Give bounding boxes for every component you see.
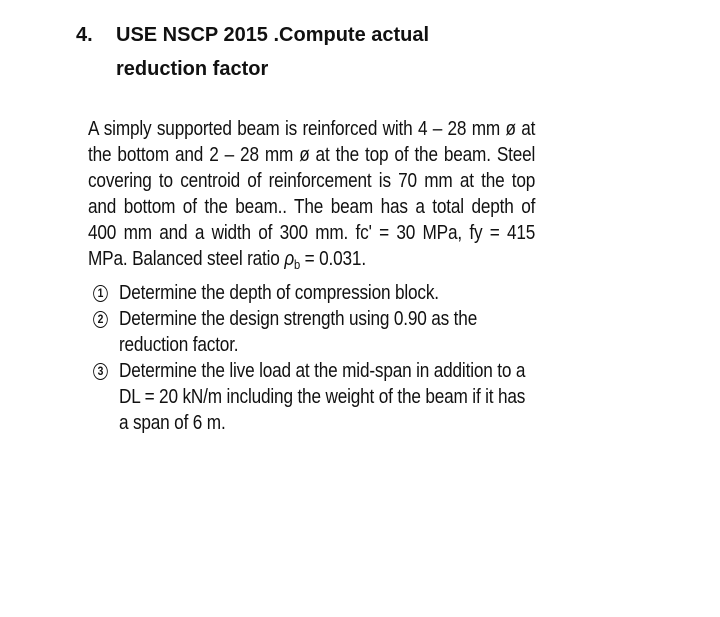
ratio-value: = 0.031. — [304, 248, 366, 270]
sub-question-1 — [88, 280, 535, 306]
sub-question-2 — [88, 306, 535, 358]
circled-number-2: 2 — [93, 311, 108, 328]
sub-question-list — [88, 280, 535, 436]
rho-symbol: ρ — [284, 248, 295, 270]
sub-question-text: Determine the design strength using 0.90 as the reduction factor. — [118, 308, 478, 356]
question-title-line-2: reduction factor — [116, 58, 269, 80]
problem-paragraph — [88, 116, 535, 278]
question-title-line-1 — [76, 18, 429, 52]
ratio-label: ratio — [247, 248, 280, 270]
question-header — [76, 18, 429, 86]
question-number: 4. — [76, 24, 93, 46]
sub-question-text: Determine the live load at the mid-span in addition to a DL = 20 kN/m including the weight of the beam if it has a span of 6 m. — [118, 360, 526, 434]
problem-text: A simply supported beam is reinforced with 4 – 28 mm ø at the bottom and 2 – 28 mm ø at the top of the beam. Steel covering to centroid of reinforcement is 70 mm at the top and bottom of the beam.. The beam has a total depth of 400 mm and a width of 300 mm. fc' = 30 MPa, fy = 415 MPa. Balanced steel — [88, 118, 536, 270]
sub-question-3 — [88, 358, 535, 436]
circled-number-1: 1 — [93, 285, 108, 302]
problem-statement — [88, 116, 536, 436]
circled-number-3: 3 — [93, 363, 108, 380]
question-title: USE NSCP 2015 .Compute actual — [116, 24, 430, 46]
sub-question-text: Determine the depth of compression block. — [118, 282, 439, 304]
rho-subscript: b — [294, 257, 301, 272]
